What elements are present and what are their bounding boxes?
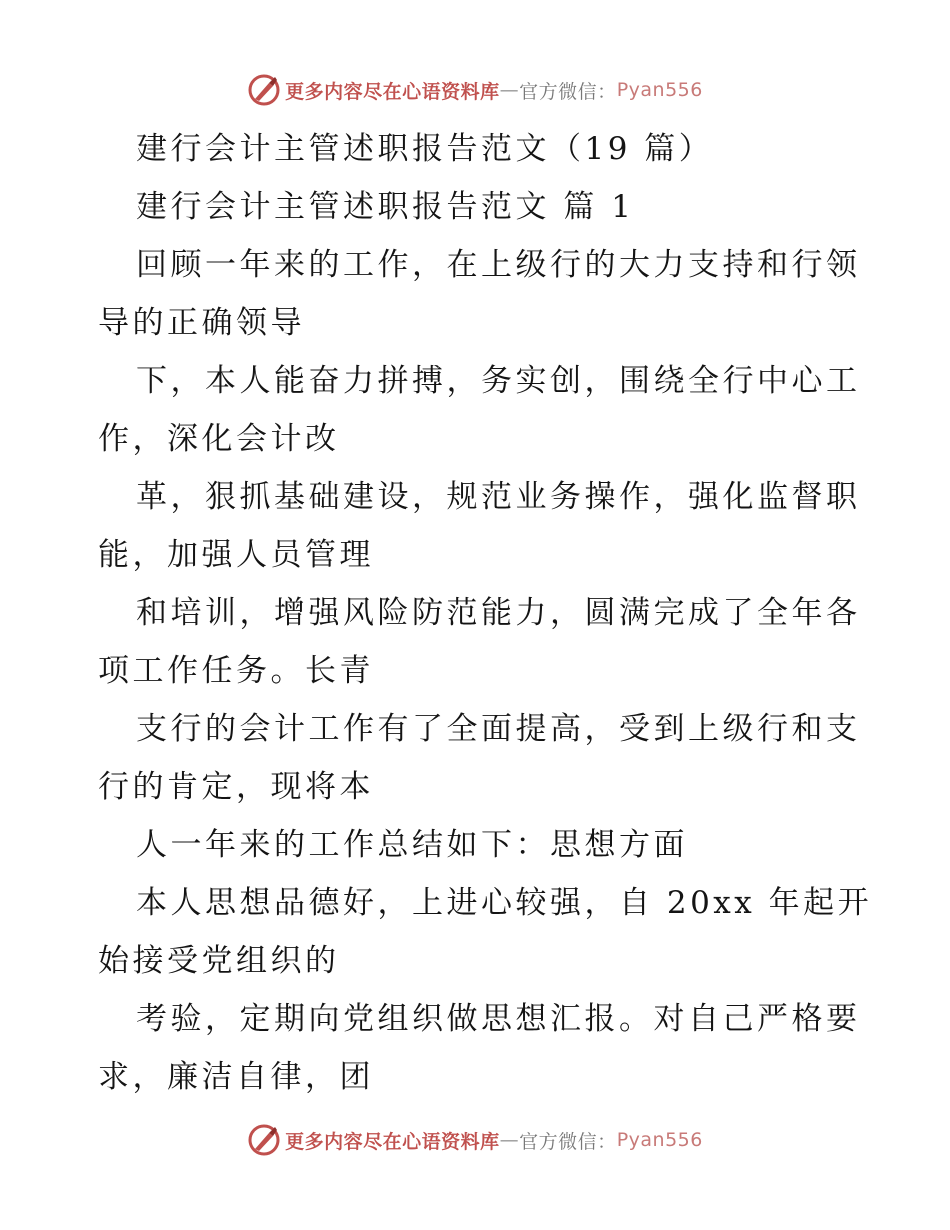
body-line: 能，加强人员管理 bbox=[98, 537, 374, 573]
quill-logo-icon bbox=[247, 1123, 281, 1157]
body-line: 作，深化会计改 bbox=[98, 421, 340, 457]
body-line: 行的肯定，现将本 bbox=[98, 769, 374, 805]
body-line: 始接受党组织的 bbox=[98, 943, 340, 979]
body-line: 考验，定期向党组织做思想汇报。对自己严格要 bbox=[136, 1001, 861, 1037]
brand-text: 更多内容尽在心语资料库 bbox=[285, 80, 500, 103]
body-line: 回顾一年来的工作，在上级行的大力支持和行领 bbox=[136, 247, 861, 283]
body-line: 支行的会计工作有了全面提高，受到上级行和支 bbox=[136, 711, 861, 747]
document-body bbox=[98, 120, 873, 1106]
body-line: 革，狠抓基础建设，规范业务操作，强化监督职 bbox=[136, 479, 861, 515]
body-line: 求，廉洁自律，团 bbox=[98, 1059, 374, 1095]
header-watermark-banner bbox=[0, 72, 950, 108]
body-line: 本人思想品德好，上进心较强，自 20xx 年起开 bbox=[136, 885, 873, 921]
wechat-id: Pyan556 bbox=[616, 79, 703, 101]
wechat-label: 官方微信： bbox=[519, 80, 617, 103]
body-line: 和培训，增强风险防范能力，圆满完成了全年各 bbox=[136, 595, 861, 631]
banner-separator: — bbox=[499, 1129, 520, 1151]
wechat-label: 官方微信： bbox=[519, 1130, 617, 1153]
wechat-id: Pyan556 bbox=[616, 1129, 703, 1151]
body-line: 导的正确领导 bbox=[98, 305, 305, 341]
banner-separator: — bbox=[499, 79, 520, 101]
footer-watermark-banner bbox=[0, 1122, 950, 1158]
document-title: 建行会计主管述职报告范文（19 篇） bbox=[136, 131, 714, 167]
body-line: 项工作任务。长青 bbox=[98, 653, 374, 689]
body-line: 人一年来的工作总结如下：思想方面 bbox=[136, 827, 688, 863]
section-heading: 建行会计主管述职报告范文 篇 1 bbox=[136, 189, 635, 225]
quill-logo-icon bbox=[247, 73, 281, 107]
brand-text: 更多内容尽在心语资料库 bbox=[285, 1130, 500, 1153]
body-line: 下，本人能奋力拼搏，务实创，围绕全行中心工 bbox=[136, 363, 861, 399]
